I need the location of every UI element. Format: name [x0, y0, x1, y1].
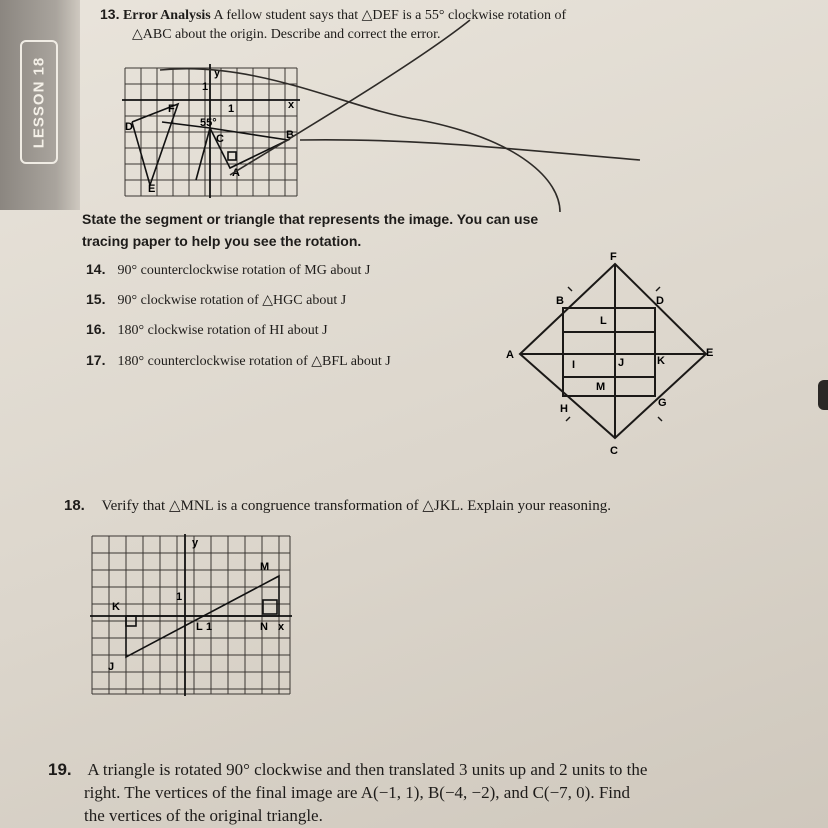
- q19-text-3: the vertices of the original triangle.: [84, 806, 323, 825]
- diamond-label-C: C: [610, 445, 618, 457]
- q13-label-1-right: 1: [228, 103, 235, 115]
- q18-label-K: K: [112, 601, 120, 613]
- q18-label-M: M: [260, 561, 270, 573]
- q19-number: 19.: [48, 760, 72, 779]
- q13-label-1-top: 1: [202, 81, 209, 93]
- diamond-label-M: M: [596, 381, 606, 393]
- diamond-label-I: I: [572, 359, 576, 371]
- q19-text-2: right. The vertices of the final image are A(−1, 1), B(−4, −2), and C(−7, 0). Find: [84, 783, 631, 802]
- q13-label-B: B: [286, 129, 294, 141]
- diamond-label-A: A: [506, 349, 514, 361]
- q18-label-N: N: [260, 621, 268, 633]
- exercise-17-number: 17.: [86, 352, 106, 368]
- q18-label-L: L: [196, 621, 203, 633]
- q13-text-1: A fellow student says that △DEF is a 55° clockwise rotation of: [213, 8, 567, 23]
- exercise-14: [86, 261, 370, 279]
- pencil-cross-out: [0, 0, 828, 230]
- lesson-tab-label: LESSON 18: [30, 56, 48, 148]
- instructions-line2: tracing paper to help you see the rotation.: [82, 233, 362, 249]
- q13-label-F: F: [168, 103, 175, 115]
- exercise-15: [86, 291, 346, 309]
- exercise-16-text: 180° clockwise rotation of HI about J: [117, 323, 328, 338]
- exercise-15-text: 90° clockwise rotation of △HGC about J: [117, 293, 347, 308]
- q19-line1: [48, 760, 647, 780]
- q18-text: Verify that △MNL is a congruence transformation of △JKL. Explain your reasoning.: [101, 498, 611, 514]
- exercise-17: [86, 352, 391, 370]
- q18-label-x: x: [278, 621, 285, 633]
- exercise-14-number: 14.: [86, 261, 106, 277]
- diamond-label-H: H: [560, 403, 568, 415]
- exercise-16: [86, 321, 328, 339]
- q18-triangles: [126, 576, 279, 657]
- q13-label-y: y: [214, 67, 221, 79]
- q13-title: Error Analysis: [122, 8, 211, 23]
- diamond-label-E: E: [706, 347, 714, 359]
- q18-label-y: y: [192, 537, 199, 549]
- diamond-figure: [500, 250, 720, 460]
- q13-label-E: E: [148, 183, 156, 195]
- exercise-16-number: 16.: [86, 321, 106, 337]
- diamond-shape: [520, 264, 706, 438]
- q13-label-x: x: [288, 99, 295, 111]
- diamond-label-G: G: [658, 397, 667, 409]
- q18-coordinate-grid: [88, 532, 294, 698]
- exercise-15-number: 15.: [86, 291, 106, 307]
- q13-label-A: A: [232, 167, 240, 179]
- diamond-label-B: B: [556, 295, 564, 307]
- diamond-label-J: J: [618, 357, 625, 369]
- q13-number: 13.: [100, 6, 120, 22]
- diamond-label-L: L: [600, 315, 607, 327]
- exercise-17-text: 180° counterclockwise rotation of △BFL about J: [117, 354, 391, 369]
- q18-line: [64, 496, 611, 515]
- q13-label-C: C: [216, 133, 224, 145]
- diamond-label-F: F: [610, 251, 617, 263]
- binder-clip: [818, 380, 828, 410]
- q13-label-D: D: [125, 121, 133, 133]
- diamond-label-D: D: [656, 295, 664, 307]
- q13-label-angle: 55°: [200, 117, 217, 129]
- diamond-label-K: K: [657, 355, 665, 367]
- q19-text-1: A triangle is rotated 90° clockwise and then translated 3 units up and 2 units to the: [87, 760, 648, 779]
- pencil-stroke-3: [300, 140, 640, 160]
- q18-grid-lines: [92, 536, 290, 694]
- pencil-stroke-2: [230, 20, 470, 175]
- q18-label-1-x: 1: [206, 621, 213, 633]
- q18-label-J: J: [108, 661, 115, 673]
- instructions-line1: State the segment or triangle that represents the image. You can use: [82, 211, 539, 227]
- q18-number: 18.: [64, 497, 85, 514]
- exercise-14-text: 90° counterclockwise rotation of MG about J: [117, 263, 371, 278]
- q13-text-2: △ABC about the origin. Describe and correct the error.: [132, 27, 441, 42]
- q18-label-1: 1: [176, 591, 183, 603]
